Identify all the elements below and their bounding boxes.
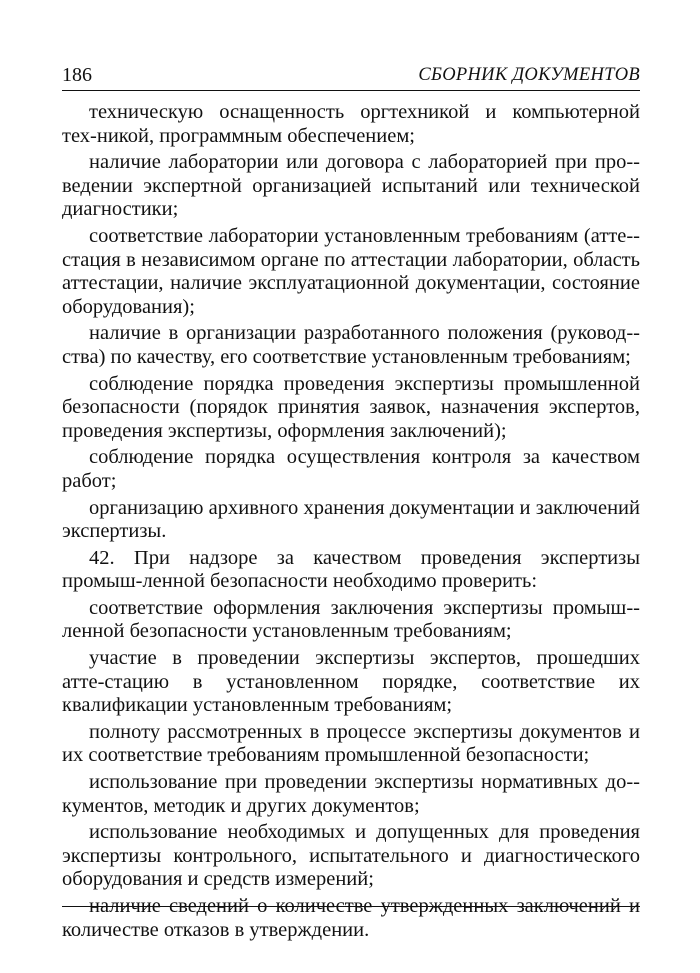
paragraph: соблюдение порядка проведения экспертизы промышленной безопасности (порядок принятия заявок, назначения экспертов, проведения экспертизы, оформления заключений); [62,372,640,442]
page-number: 186 [62,64,92,86]
paragraph: наличие в организации разработанного положения (руковод-ства) по качеству, его соответствие установленным требованиям; [62,322,640,368]
paragraph: использование необходимых и допущенных для проведения экспертизы контрольного, испытательного и диагностического оборудования и средств измерений; [62,821,640,891]
footer-rule [62,906,640,907]
page-body [62,101,640,945]
running-title: СБОРНИК ДОКУМЕНТОВ [418,65,640,85]
section-paragraph-42: 42. При надзоре за качеством проведения экспертизы промыш-ленной безопасности необходимо проверить: [62,546,640,593]
paragraph: техническую оснащенность оргтехникой и компьютерной тех-никой, программным обеспечением; [62,101,640,147]
paragraph: организацию архивного хранения документации и заключений экспертизы. [62,496,640,543]
paragraph: полноту рассмотренных в процессе экспертизы документов и их соответствие требованиям промышленной безопасности; [62,720,640,767]
paragraph: использование при проведении экспертизы нормативных до-кументов, методик и других документов; [62,771,640,817]
paragraph: соответствие оформления заключения экспертизы промыш-ленной безопасности установленным требованиям; [62,596,640,643]
paragraph: соответствие лаборатории установленным требованиям (атте-стация в независимом органе по аттестации лаборатории, область аттестации, наличие эксплуатационной документации, состояние оборудования); [62,224,640,318]
paragraph: участие в проведении экспертизы экспертов, прошедших атте-стацию в установленном порядке, соответствие их квалификации установленным требованиям; [62,647,640,717]
paragraph: соблюдение порядка осуществления контроля за качеством работ; [62,446,640,492]
paragraph: наличие лаборатории или договора с лабораторией при про-ведении экспертной организацией испытаний или технической диагностики; [62,151,640,221]
page-header [62,62,640,91]
paragraph: наличие сведений о количестве утвержденных заключений и количестве отказов в утверждении. [62,895,640,941]
